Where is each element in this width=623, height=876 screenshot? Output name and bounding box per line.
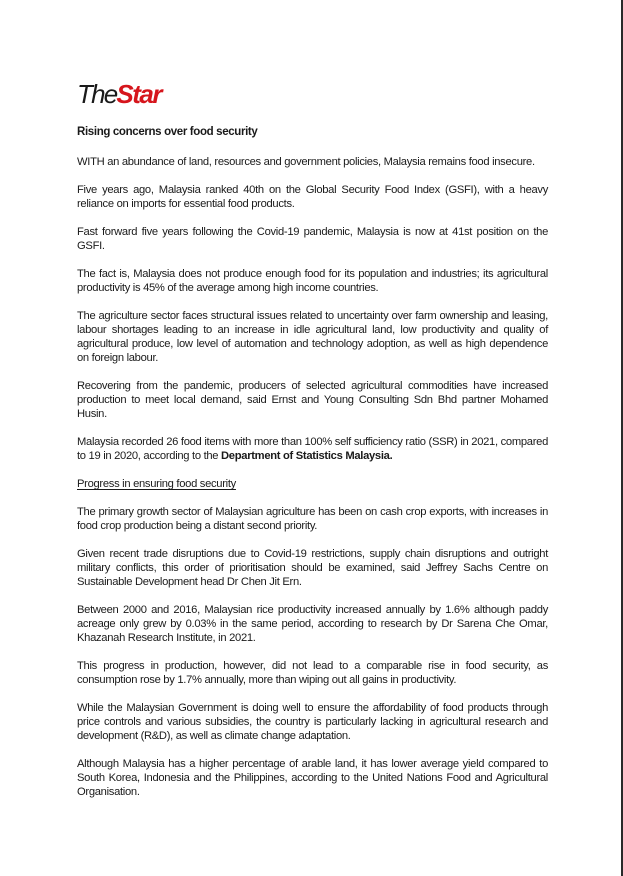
article-headline: Rising concerns over food security xyxy=(77,126,258,138)
source-department-of-statistics: Department of Statistics Malaysia. xyxy=(221,450,393,462)
article-body xyxy=(77,155,548,813)
paragraph: The primary growth sector of Malaysian agriculture has been on cash crop exports, with increases in food crop production being a distant second priority. xyxy=(77,506,548,532)
paragraph: WITH an abundance of land, resources and government policies, Malaysia remains food insecure. xyxy=(77,156,535,168)
paragraph: Given recent trade disruptions due to Covid-19 restrictions, supply chain disruptions and outright military conflicts, this order of prioritisation should be examined, said Jeffrey Sachs Centre on Sustainable Development head Dr Chen Jit Ern. xyxy=(77,548,548,588)
paragraph: Recovering from the pandemic, producers of selected agricultural commodities have increased production to meet local demand, said Ernst and Young Consulting Sdn Bhd partner Mohamed Husin. xyxy=(77,380,548,420)
paragraph: The fact is, Malaysia does not produce enough food for its population and industries; its agricultural productivity is 45% of the average among high income countries. xyxy=(77,268,548,294)
logo-text-star: Star xyxy=(116,79,161,109)
the-star-logo xyxy=(77,80,161,108)
paragraph: While the Malaysian Government is doing well to ensure the affordability of food products through price controls and various subsidies, the country is particularly lacking in agricultural research and development (R&D), as well as climate change adaptation. xyxy=(77,702,548,742)
paragraph: Five years ago, Malaysia ranked 40th on the Global Security Food Index (GSFI), with a heavy reliance on imports for essential food products. xyxy=(77,184,548,210)
paragraph: Between 2000 and 2016, Malaysian rice productivity increased annually by 1.6% although paddy acreage only grew by 0.03% in the same period, according to research by Dr Sarena Che Omar, Khazanah Research Institute, in 2021. xyxy=(77,604,548,644)
paragraph: The agriculture sector faces structural issues related to uncertainty over farm ownership and leasing, labour shortages leading to an increase in idle agricultural land, low productivity and quality of agricultural produce, low level of automation and technology adoption, as well as high dependence on foreign labour. xyxy=(77,310,548,364)
paragraph: Fast forward five years following the Covid-19 pandemic, Malaysia is now at 41st position on the GSFI. xyxy=(77,226,548,252)
ssr-text: Malaysia recorded 26 food items with more than 100% self sufficiency ratio (SSR) in 2021, compared to 19 in 2020, according to the xyxy=(77,436,548,462)
logo-text-the: The xyxy=(77,79,117,109)
paragraph: This progress in production, however, did not lead to a comparable rise in food security, as consumption rose by 1.7% annually, more than wiping out all gains in productivity. xyxy=(77,660,548,686)
paragraph-ssr xyxy=(77,435,548,463)
section-subheading: Progress in ensuring food security xyxy=(77,478,236,490)
paragraph: Although Malaysia has a higher percentage of arable land, it has lower average yield compared to South Korea, Indonesia and the Philippines, according to the United Nations Food and Agricultural Organisation. xyxy=(77,758,548,798)
